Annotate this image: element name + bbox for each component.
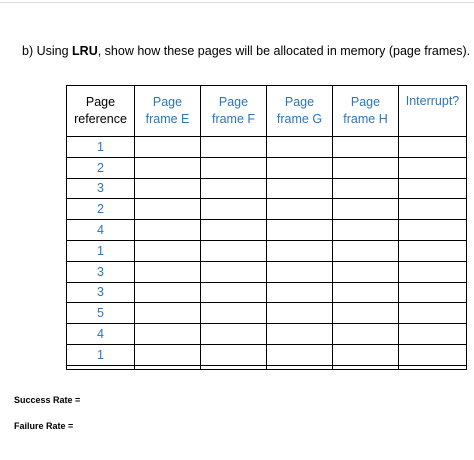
page-reference-cell: 2 — [67, 199, 135, 220]
frame-h-cell[interactable] — [333, 220, 399, 241]
table-row — [67, 157, 467, 178]
frame-f-cell[interactable] — [201, 199, 267, 220]
frame-g-cell[interactable] — [267, 220, 333, 241]
frame-g-cell[interactable] — [267, 282, 333, 303]
question-bold-term: LRU — [72, 44, 98, 58]
table-body — [67, 137, 467, 370]
header-interrupt — [399, 86, 467, 137]
table-row — [67, 344, 467, 365]
table-row — [67, 303, 467, 324]
page-reference-cell: 2 — [67, 157, 135, 178]
question-text — [22, 44, 470, 58]
table-row — [67, 282, 467, 303]
page-reference-cell: 3 — [67, 178, 135, 199]
spacer-cell — [267, 365, 333, 369]
question-suffix: , show how these pages will be allocated in memory (page frames). — [97, 44, 471, 58]
interrupt-cell[interactable] — [399, 199, 467, 220]
header-line-2: frame H — [343, 112, 388, 126]
spacer-cell — [135, 365, 201, 369]
success-rate-label: Success Rate = — [14, 395, 81, 405]
frame-h-cell[interactable] — [333, 303, 399, 324]
table-header-row — [67, 86, 467, 137]
frame-g-cell[interactable] — [267, 199, 333, 220]
frame-h-cell[interactable] — [333, 157, 399, 178]
top-divider — [0, 2, 474, 3]
frame-h-cell[interactable] — [333, 282, 399, 303]
frame-h-cell[interactable] — [333, 199, 399, 220]
frame-e-cell[interactable] — [135, 137, 201, 158]
page-reference-cell: 3 — [67, 282, 135, 303]
table-row — [67, 324, 467, 345]
page-reference-cell: 1 — [67, 344, 135, 365]
interrupt-cell[interactable] — [399, 137, 467, 158]
interrupt-cell[interactable] — [399, 220, 467, 241]
spacer-cell — [201, 365, 267, 369]
header-page-frame-h — [333, 86, 399, 137]
interrupt-cell[interactable] — [399, 178, 467, 199]
failure-rate-label: Failure Rate = — [14, 421, 74, 431]
table-row — [67, 220, 467, 241]
frame-h-cell[interactable] — [333, 261, 399, 282]
table-row — [67, 240, 467, 261]
frame-e-cell[interactable] — [135, 178, 201, 199]
header-line-1: Page — [218, 95, 249, 109]
frame-g-cell[interactable] — [267, 240, 333, 261]
header-line-2: frame G — [276, 112, 323, 126]
page-reference-cell: 4 — [67, 324, 135, 345]
table-row — [67, 178, 467, 199]
frame-f-cell[interactable] — [201, 137, 267, 158]
header-line-1: Page — [85, 95, 116, 109]
header-line-2: reference — [74, 112, 127, 126]
header-page-frame-e — [135, 86, 201, 137]
interrupt-cell[interactable] — [399, 261, 467, 282]
frame-g-cell[interactable] — [267, 137, 333, 158]
header-line-2: frame E — [145, 112, 190, 126]
frame-h-cell[interactable] — [333, 178, 399, 199]
page-reference-cell: 5 — [67, 303, 135, 324]
page-reference-cell: 3 — [67, 261, 135, 282]
frame-e-cell[interactable] — [135, 220, 201, 241]
frame-e-cell[interactable] — [135, 324, 201, 345]
table-row — [67, 137, 467, 158]
frame-f-cell[interactable] — [201, 157, 267, 178]
header-page-reference — [67, 86, 135, 137]
header-line-1: Page — [152, 95, 183, 109]
frame-g-cell[interactable] — [267, 261, 333, 282]
header-page-frame-f — [201, 86, 267, 137]
frame-e-cell[interactable] — [135, 344, 201, 365]
page-reference-cell: 1 — [67, 137, 135, 158]
table-row — [67, 199, 467, 220]
frame-f-cell[interactable] — [201, 303, 267, 324]
interrupt-cell[interactable] — [399, 157, 467, 178]
frame-g-cell[interactable] — [267, 157, 333, 178]
header-line-1: Interrupt? — [405, 94, 460, 108]
interrupt-cell[interactable] — [399, 282, 467, 303]
spacer-cell — [399, 365, 467, 369]
frame-f-cell[interactable] — [201, 261, 267, 282]
page-reference-cell: 1 — [67, 240, 135, 261]
header-page-frame-g — [267, 86, 333, 137]
frame-g-cell[interactable] — [267, 178, 333, 199]
page-allocation-table — [66, 85, 467, 370]
spacer-cell — [333, 365, 399, 369]
frame-e-cell[interactable] — [135, 199, 201, 220]
interrupt-cell[interactable] — [399, 344, 467, 365]
frame-e-cell[interactable] — [135, 157, 201, 178]
header-line-1: Page — [284, 95, 315, 109]
frame-f-cell[interactable] — [201, 240, 267, 261]
interrupt-cell[interactable] — [399, 324, 467, 345]
frame-g-cell[interactable] — [267, 344, 333, 365]
interrupt-cell[interactable] — [399, 303, 467, 324]
frame-e-cell[interactable] — [135, 282, 201, 303]
frame-e-cell[interactable] — [135, 261, 201, 282]
frame-f-cell[interactable] — [201, 178, 267, 199]
frame-f-cell[interactable] — [201, 344, 267, 365]
frame-e-cell[interactable] — [135, 240, 201, 261]
frame-h-cell[interactable] — [333, 324, 399, 345]
header-line-1: Page — [350, 95, 381, 109]
page-reference-cell: 4 — [67, 220, 135, 241]
frame-f-cell[interactable] — [201, 324, 267, 345]
frame-g-cell[interactable] — [267, 303, 333, 324]
frame-h-cell[interactable] — [333, 344, 399, 365]
question-prefix: b) Using — [22, 44, 73, 58]
table-bottom-spacer — [67, 365, 467, 369]
frame-h-cell[interactable] — [333, 137, 399, 158]
frame-f-cell[interactable] — [201, 220, 267, 241]
table-row — [67, 261, 467, 282]
header-line-2: frame F — [211, 112, 256, 126]
frame-f-cell[interactable] — [201, 282, 267, 303]
frame-h-cell[interactable] — [333, 240, 399, 261]
frame-e-cell[interactable] — [135, 303, 201, 324]
spacer-cell — [67, 365, 135, 369]
frame-g-cell[interactable] — [267, 324, 333, 345]
interrupt-cell[interactable] — [399, 240, 467, 261]
